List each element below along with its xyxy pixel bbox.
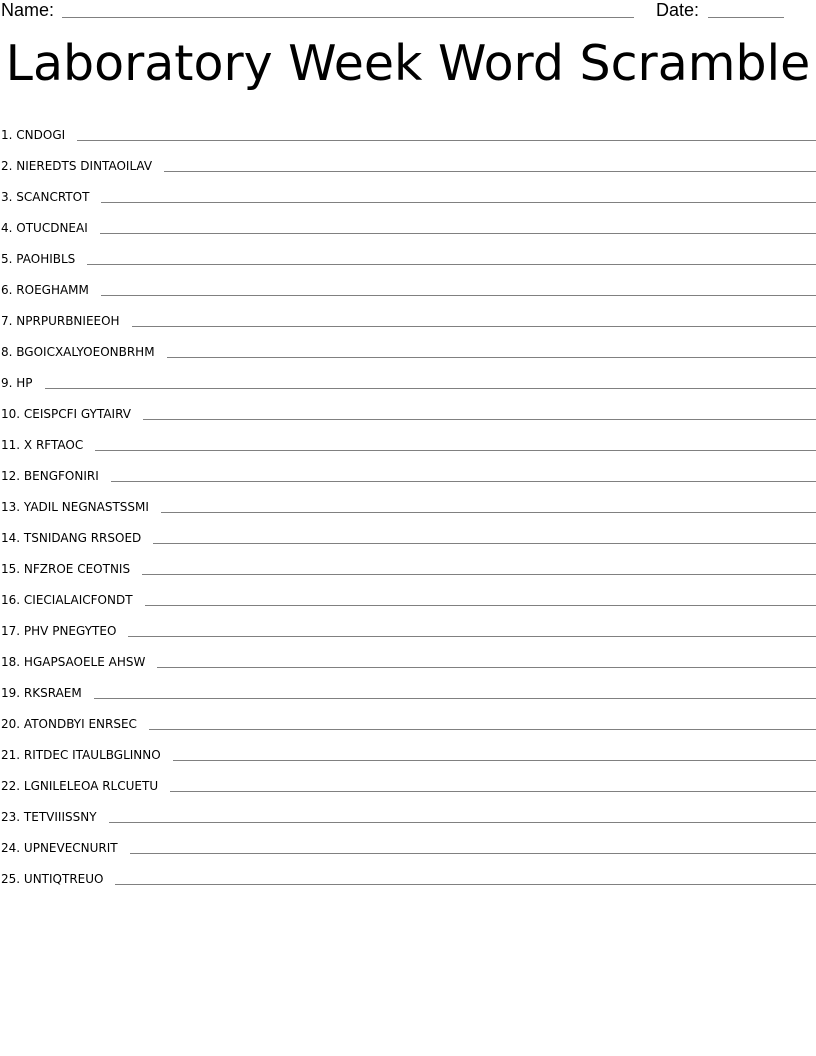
scramble-text: RITDEC ITAULBGLINNO: [23, 748, 161, 762]
answer-line[interactable]: [45, 387, 816, 389]
answer-line[interactable]: [94, 697, 816, 699]
word-number: 16.: [1, 593, 21, 607]
date-label: Date:: [656, 0, 700, 20]
scrambled-word: [0, 251, 75, 267]
word-number: 21.: [1, 748, 21, 762]
scrambled-word: [0, 468, 99, 484]
scramble-text: PAOHIBLS: [16, 252, 76, 266]
scramble-text: HGAPSAOELE AHSW: [23, 655, 146, 669]
scramble-text: CIECIALAICFONDT: [23, 593, 133, 607]
scramble-text: YADIL NEGNASTSSMI: [23, 500, 149, 514]
scrambled-word: [0, 592, 133, 608]
word-number: 13.: [1, 500, 21, 514]
scramble-text: CEISPCFI GYTAIRV: [23, 407, 131, 421]
word-number: 22.: [1, 779, 21, 793]
word-number: 24.: [1, 841, 21, 855]
answer-line[interactable]: [132, 325, 816, 327]
scrambled-word: [0, 530, 141, 546]
word-row: [0, 732, 816, 763]
word-row: [0, 143, 816, 174]
scrambled-word: [0, 871, 103, 887]
answer-line[interactable]: [153, 542, 816, 544]
scrambled-word: [0, 406, 131, 422]
scramble-text: NPRPURBNIEEOH: [16, 314, 120, 328]
date-answer-line[interactable]: [708, 17, 784, 18]
word-number: 8.: [1, 345, 13, 359]
scrambled-word: [0, 840, 118, 856]
word-number: 20.: [1, 717, 21, 731]
scrambled-word: [0, 778, 158, 794]
scramble-text: CNDOGI: [16, 128, 66, 142]
answer-line[interactable]: [95, 449, 816, 451]
word-row: [0, 825, 816, 856]
word-row: [0, 639, 816, 670]
scramble-text: OTUCDNEAI: [16, 221, 88, 235]
word-number: 19.: [1, 686, 21, 700]
answer-line[interactable]: [115, 883, 816, 885]
answer-line[interactable]: [149, 728, 816, 730]
scramble-text: PHV PNEGYTEO: [23, 624, 117, 638]
answer-line[interactable]: [145, 604, 816, 606]
word-row: [0, 391, 816, 422]
word-number: 10.: [1, 407, 21, 421]
word-number: 15.: [1, 562, 21, 576]
header-row: [0, 0, 816, 22]
word-number: 14.: [1, 531, 21, 545]
word-row: [0, 670, 816, 701]
scramble-text: LGNILELEOA RLCUETU: [23, 779, 159, 793]
answer-line[interactable]: [101, 294, 816, 296]
scramble-text: BGOICXALYOEONBRHM: [16, 345, 155, 359]
answer-line[interactable]: [130, 852, 816, 854]
scrambled-word: [0, 809, 97, 825]
scrambled-word: [0, 313, 120, 329]
word-number: 25.: [1, 872, 21, 886]
scramble-text: HP: [16, 376, 33, 390]
word-number: 7.: [1, 314, 13, 328]
answer-line[interactable]: [128, 635, 816, 637]
word-row: [0, 763, 816, 794]
scramble-text: BENGFONIRI: [23, 469, 99, 483]
scramble-text: NIEREDTS DINTAOILAV: [16, 159, 153, 173]
word-row: [0, 236, 816, 267]
scrambled-word: [0, 158, 152, 174]
scramble-text: TSNIDANG RRSOED: [23, 531, 142, 545]
scramble-text: ROEGHAMM: [16, 283, 89, 297]
word-list: [0, 112, 816, 887]
word-row: [0, 546, 816, 577]
page-title: Laboratory Week Word Scramble: [5, 35, 811, 92]
scrambled-word: [0, 344, 155, 360]
answer-line[interactable]: [87, 263, 816, 265]
word-number: 6.: [1, 283, 13, 297]
word-row: [0, 298, 816, 329]
scramble-text: NFZROE CEOTNIS: [23, 562, 131, 576]
word-number: 1.: [1, 128, 13, 142]
answer-line[interactable]: [101, 201, 816, 203]
word-row: [0, 794, 816, 825]
scrambled-word: [0, 561, 130, 577]
scrambled-word: [0, 685, 82, 701]
answer-line[interactable]: [77, 139, 816, 141]
answer-line[interactable]: [143, 418, 816, 420]
word-number: 2.: [1, 159, 13, 173]
word-number: 5.: [1, 252, 13, 266]
word-row: [0, 484, 816, 515]
scrambled-word: [0, 282, 89, 298]
scrambled-word: [0, 747, 161, 763]
word-row: [0, 701, 816, 732]
scrambled-word: [0, 499, 149, 515]
name-answer-line[interactable]: [62, 17, 634, 18]
scrambled-word: [0, 654, 145, 670]
word-row: [0, 174, 816, 205]
word-row: [0, 515, 816, 546]
scramble-text: ATONDBYI ENRSEC: [23, 717, 137, 731]
name-label: Name:: [1, 0, 55, 20]
word-number: 18.: [1, 655, 21, 669]
word-row: [0, 856, 816, 887]
scramble-text: SCANCRTOT: [16, 190, 90, 204]
word-number: 23.: [1, 810, 21, 824]
answer-line[interactable]: [161, 511, 816, 513]
scrambled-word: [0, 437, 83, 453]
word-row: [0, 205, 816, 236]
word-row: [0, 360, 816, 391]
word-row: [0, 608, 816, 639]
word-number: 17.: [1, 624, 21, 638]
word-row: [0, 453, 816, 484]
scramble-text: UPNEVECNURIT: [23, 841, 118, 855]
word-number: 12.: [1, 469, 21, 483]
scrambled-word: [0, 716, 137, 732]
scramble-text: RKSRAEM: [23, 686, 82, 700]
answer-line[interactable]: [170, 790, 816, 792]
word-row: [0, 329, 816, 360]
answer-line[interactable]: [111, 480, 816, 482]
scramble-text: X RFTAOC: [23, 438, 84, 452]
answer-line[interactable]: [164, 170, 816, 172]
word-row: [0, 112, 816, 143]
answer-line[interactable]: [157, 666, 816, 668]
scrambled-word: [0, 127, 65, 143]
word-number: 4.: [1, 221, 13, 235]
scrambled-word: [0, 189, 89, 205]
scrambled-word: [0, 375, 33, 391]
word-number: 3.: [1, 190, 13, 204]
answer-line[interactable]: [109, 821, 816, 823]
scramble-text: TETVIIISSNY: [23, 810, 97, 824]
answer-line[interactable]: [173, 759, 816, 761]
word-row: [0, 422, 816, 453]
scrambled-word: [0, 220, 88, 236]
scrambled-word: [0, 623, 116, 639]
word-row: [0, 267, 816, 298]
scramble-text: UNTIQTREUO: [23, 872, 104, 886]
word-number: 11.: [1, 438, 21, 452]
word-row: [0, 577, 816, 608]
answer-line[interactable]: [100, 232, 816, 234]
answer-line[interactable]: [142, 573, 816, 575]
answer-line[interactable]: [167, 356, 816, 358]
word-number: 9.: [1, 376, 13, 390]
